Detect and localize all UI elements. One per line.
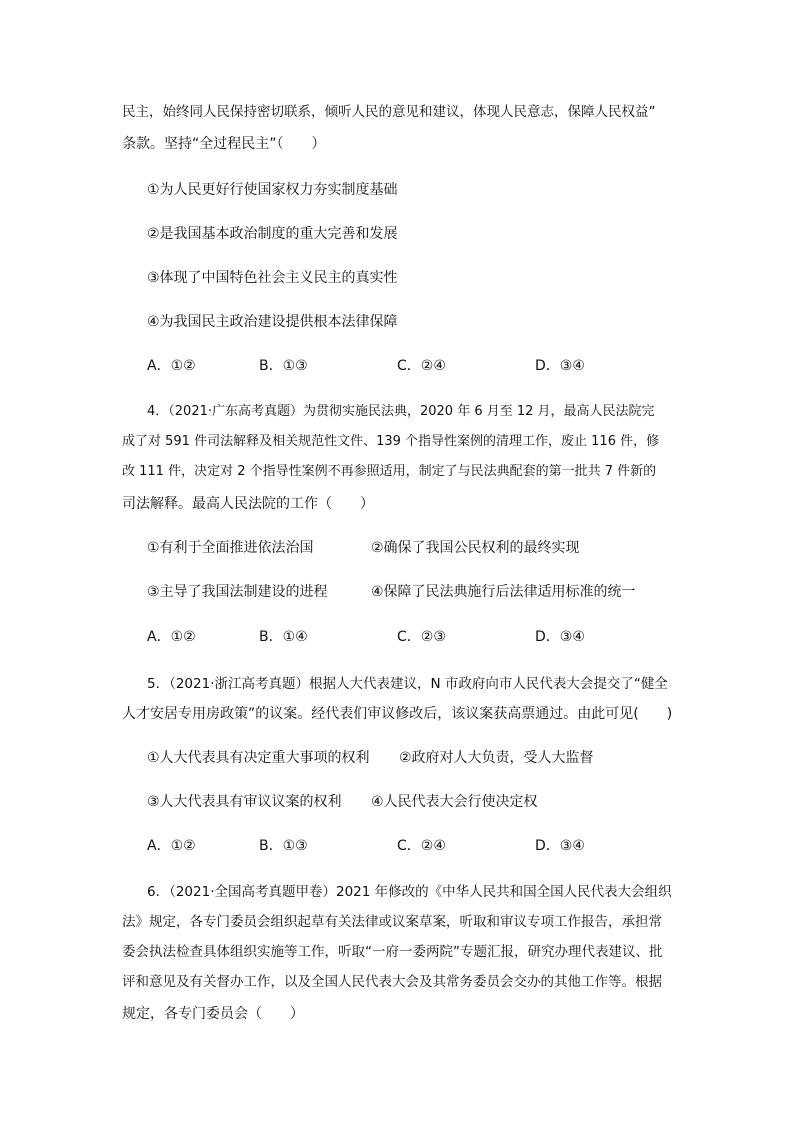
q3-choice-c: C．②④ bbox=[397, 358, 446, 374]
q4-option: ②确保了我国公民权利的最终实现 bbox=[371, 540, 580, 556]
q4-option: ①有利于全面推进依法治国 bbox=[147, 540, 314, 556]
q6-stem-line: 委会执法检查具体组织实施等工作，听取“一府一委两院”专题汇报，研究办理代表建议、批 bbox=[122, 944, 663, 960]
q5-choice-b: B．①③ bbox=[259, 838, 308, 854]
q6-stem-line: 6．（2021·全国高考真题甲卷）2021 年修改的《中华人民共和国全国人民代表大会组织 bbox=[147, 884, 672, 900]
q4-choice-c: C．②③ bbox=[397, 629, 446, 645]
q3-choice-b: B．①③ bbox=[259, 358, 308, 374]
q4-option: ③主导了我国法制建设的进程 bbox=[147, 584, 328, 600]
q4-stem-line: 4．（2021·广东高考真题）为贯彻实施民法典，2020 年 6 月至 12 月，最高人民法院完 bbox=[147, 404, 655, 419]
q5-choice-d: D．③④ bbox=[535, 838, 585, 854]
q3-option: ②是我国基本政治制度的重大完善和发展 bbox=[147, 226, 398, 242]
q4-stem-line: 司法解释。最高人民法院的工作（ ） bbox=[122, 496, 374, 512]
q6-stem-line: 规定，各专门委员会（ ） bbox=[122, 1006, 304, 1022]
q3-stem-line: 民主，始终同人民保持密切联系，倾听人民的意见和建议，体现人民意志，保障人民权益” bbox=[122, 104, 656, 120]
q5-option: ③人大代表具有审议议案的权利 bbox=[147, 794, 342, 810]
q4-stem-line: 改 111 件，决定对 2 个指导性案例不再参照适用，制定了与民法典配套的第一批共 7 件新的 bbox=[122, 464, 657, 479]
q3-option: ③体现了中国特色社会主义民主的真实性 bbox=[147, 270, 398, 286]
q5-option: ④人民代表大会行使决定权 bbox=[371, 794, 538, 810]
q3-stem-line: 条款。坚持“全过程民主”（ ） bbox=[122, 136, 326, 152]
q5-choice-a: A．①② bbox=[147, 838, 196, 854]
q4-choice-a: A．①② bbox=[147, 629, 196, 645]
q3-option: ④为我国民主政治建设提供根本法律保障 bbox=[147, 314, 398, 330]
q5-option: ②政府对人大负责，受人大监督 bbox=[399, 750, 594, 766]
q6-stem-line: 评和意见及有关督办工作，以及全国人民代表大会及其常务委员会交办的其他工作等。根据 bbox=[122, 974, 662, 990]
q4-choice-d: D．③④ bbox=[535, 629, 585, 645]
q3-option: ①为人民更好行使国家权力夯实制度基础 bbox=[147, 182, 398, 198]
q4-choice-b: B．①④ bbox=[259, 629, 308, 645]
q6-stem-line: 法》规定，各专门委员会组织起草有关法律或议案草案，听取和审议专项工作报告，承担常 bbox=[122, 914, 662, 930]
q5-stem-line: 人才安居专用房政策”的议案。经代表们审议修改后，该议案获高票通过。由此可见( ) bbox=[122, 706, 673, 722]
q4-option: ④保障了民法典施行后法律适用标准的统一 bbox=[371, 584, 636, 600]
q3-choice-a: A．①② bbox=[147, 358, 196, 374]
q4-stem-line: 成了对 591 件司法解释及相关规范性文件、139 个指导性案例的清理工作，废止 116 件，修 bbox=[122, 434, 660, 449]
q3-choice-d: D．③④ bbox=[535, 358, 585, 374]
q5-option: ①人大代表具有决定重大事项的权利 bbox=[147, 750, 370, 766]
q5-stem-line: 5．（2021·浙江高考真题）根据人大代表建议，N 市政府向市人民代表大会提交了“健全 bbox=[147, 676, 668, 692]
q5-choice-c: C．②④ bbox=[397, 838, 446, 854]
